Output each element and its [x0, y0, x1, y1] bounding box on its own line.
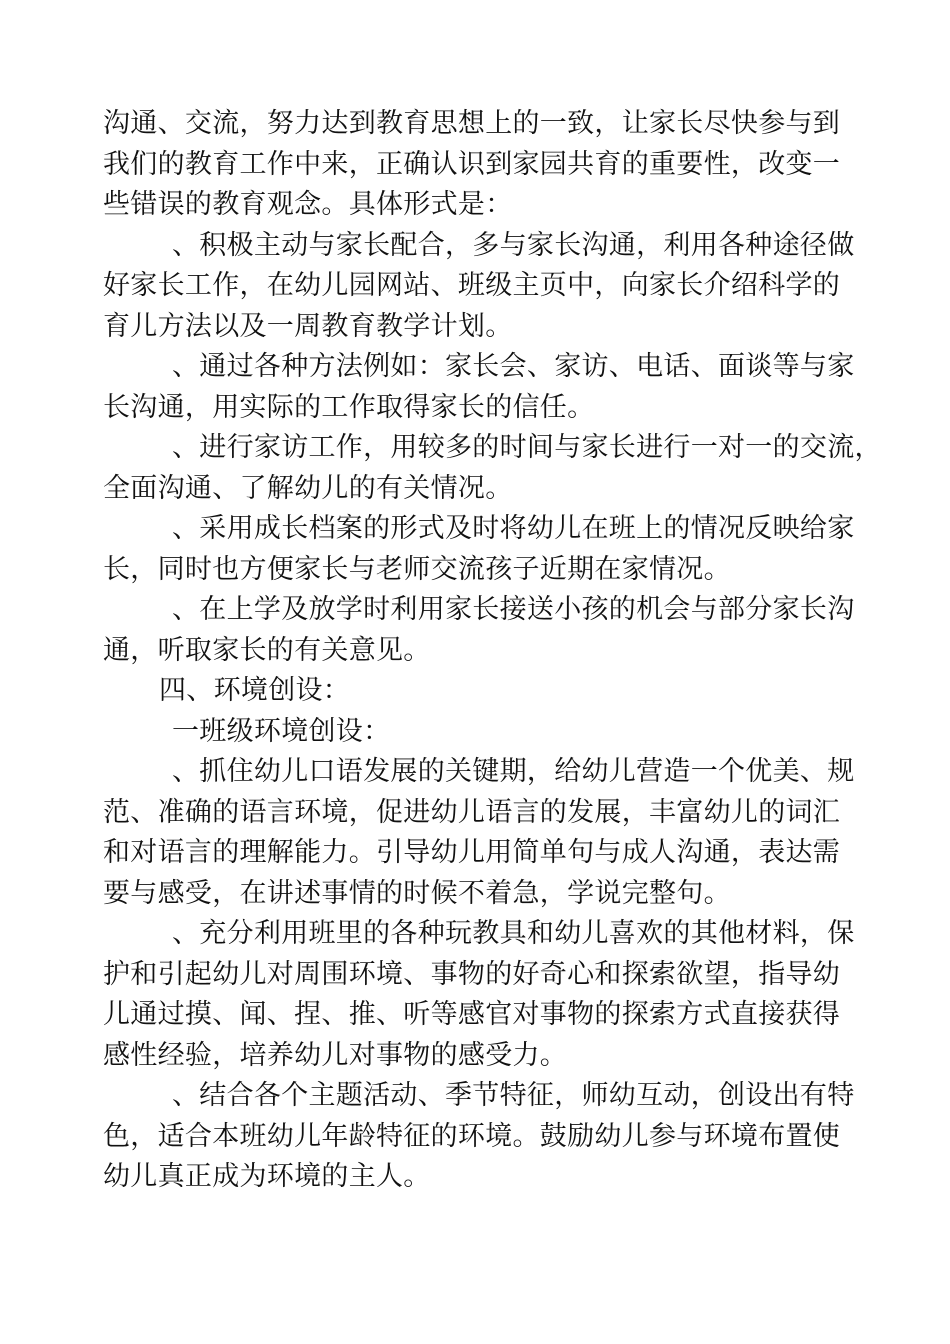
text-line: 长，同时也方便家长与老师交流孩子近期在家情况。: [103, 553, 731, 585]
text-line: 一班级环境创设：: [172, 715, 391, 747]
text-line: 好家长工作，在幼儿园网站、班级主页中，向家长介绍科学的: [103, 270, 841, 301]
text-line: 我们的教育工作中来，正确认识到家园共育的重要性，改变一: [103, 148, 841, 180]
text-line: 要与感受，在讲述事情的时候不着急，学说完整句。: [103, 877, 731, 909]
text-line: 护和引起幼儿对周围环境、事物的好奇心和探索欲望，指导幼: [103, 958, 841, 990]
text-line: 、积极主动与家长配合，多与家长沟通，利用各种途径做: [172, 229, 855, 261]
text-line: 些错误的教育观念。具体形式是：: [103, 189, 513, 220]
text-line: 育儿方法以及一周教育教学计划。: [103, 310, 513, 342]
text-line: 、在上学及放学时利用家长接送小孩的机会与部分家长沟: [172, 594, 855, 625]
text-line: 色，适合本班幼儿年龄特征的环境。鼓励幼儿参与环境布置使: [103, 1120, 841, 1152]
text-line: 儿通过摸、闻、捏、推、听等感官对事物的探索方式直接获得: [103, 999, 841, 1030]
text-line: 、通过各种方法例如：家长会、家访、电话、面谈等与家: [172, 351, 855, 382]
text-line: 、抓住幼儿口语发展的关键期，给幼儿营造一个优美、规: [172, 756, 855, 787]
text-line: 四、环境创设：: [159, 675, 351, 706]
text-line: 幼儿真正成为环境的主人。: [103, 1161, 431, 1192]
document-body: [103, 104, 882, 1198]
text-line: 通，听取家长的有关意见。: [103, 634, 431, 666]
text-line: 、结合各个主题活动、季节特征，师幼互动，创设出有特: [172, 1080, 855, 1111]
text-line: 全面沟通、了解幼儿的有关情况。: [103, 472, 513, 504]
text-line: 长沟通，用实际的工作取得家长的信任。: [103, 391, 595, 423]
text-line: 、充分利用班里的各种玩教具和幼儿喜欢的其他材料，保: [172, 918, 855, 949]
text-line: 沟通、交流，努力达到教育思想上的一致，让家长尽快参与到: [103, 108, 841, 139]
text-line: 和对语言的理解能力。引导幼儿用简单句与成人沟通，表达需: [103, 837, 841, 868]
text-line: 、进行家访工作，用较多的时间与家长进行一对一的交流，: [172, 432, 882, 463]
text-line: 、采用成长档案的形式及时将幼儿在班上的情况反映给家: [172, 513, 855, 544]
text-line: 感性经验，培养幼儿对事物的感受力。: [103, 1039, 568, 1071]
text-line: 范、准确的语言环境，促进幼儿语言的发展，丰富幼儿的词汇: [103, 796, 841, 828]
